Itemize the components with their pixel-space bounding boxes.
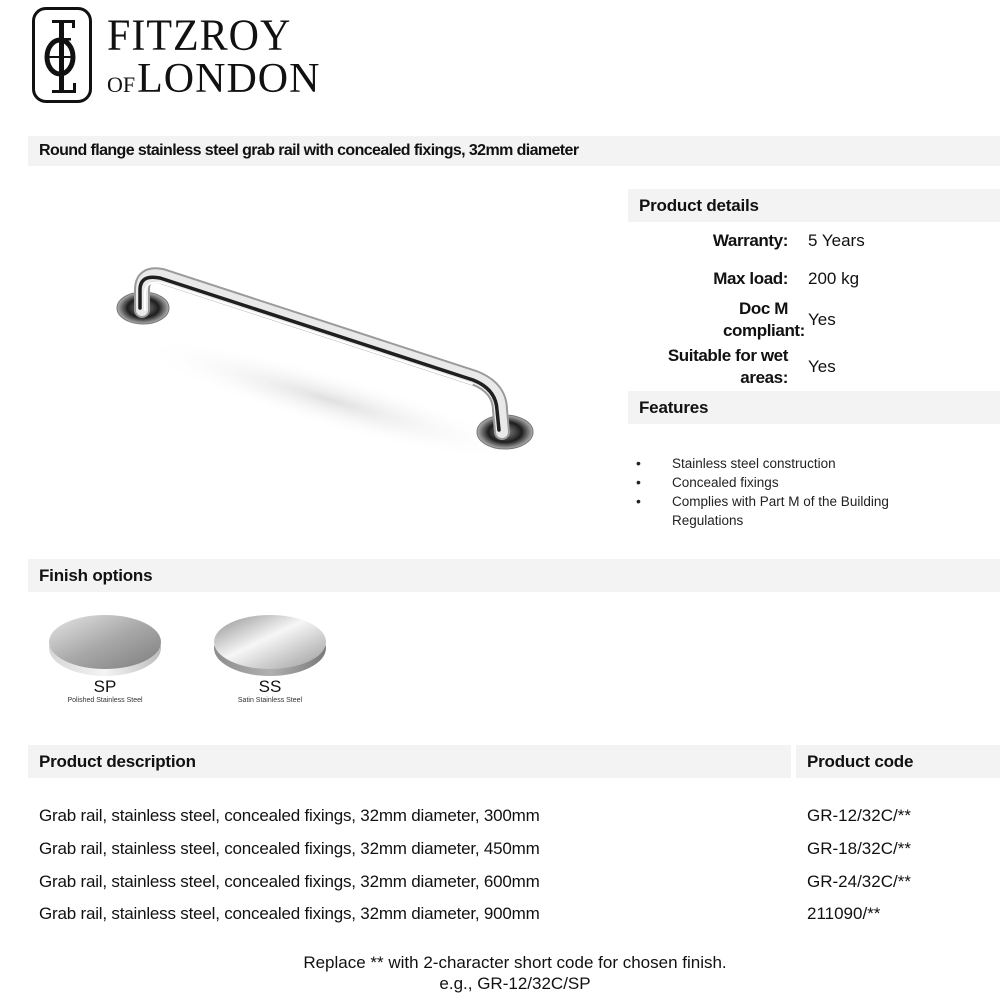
product-code: GR-12/32C/** xyxy=(807,806,911,826)
finish-options-heading: Finish options xyxy=(28,559,1000,592)
brand-logo xyxy=(32,5,321,105)
detail-value: 5 Years xyxy=(808,231,865,250)
detail-row-doc-m xyxy=(628,298,1000,342)
logo-emblem-icon xyxy=(32,7,92,103)
detail-value: Yes xyxy=(808,310,836,329)
brand-name-line2 xyxy=(107,57,320,107)
detail-label: Warranty: xyxy=(712,231,788,250)
feature-item: • Concealed fixings xyxy=(636,474,779,490)
feature-item: • Complies with Part M of the Building Regulations xyxy=(636,493,889,528)
satin-disc-icon xyxy=(210,610,330,680)
product-description: Grab rail, stainless steel, concealed fixings, 32mm diameter, 600mm xyxy=(39,871,540,891)
footnote-line1: Replace ** with 2-character short code for chosen finish. xyxy=(303,953,727,972)
detail-row-wet-areas xyxy=(628,345,1000,389)
features-heading: Features xyxy=(628,391,1000,424)
detail-row-max-load xyxy=(628,266,1000,292)
bullet-icon: • xyxy=(636,474,641,490)
detail-value: Yes xyxy=(808,357,836,376)
finish-code: SS xyxy=(258,677,282,696)
detail-label: Doc M compliant: xyxy=(723,299,805,340)
product-description: Grab rail, stainless steel, concealed fixings, 32mm diameter, 450mm xyxy=(39,839,540,859)
bullet-icon: • xyxy=(636,493,641,509)
product-code: GR-24/32C/** xyxy=(807,871,911,891)
finish-code: SP xyxy=(93,677,117,696)
brand-name xyxy=(107,11,321,107)
features-list xyxy=(636,454,966,530)
detail-value: 200 kg xyxy=(808,269,860,288)
detail-label: Max load: xyxy=(713,269,788,288)
product-code: 211090/** xyxy=(807,904,881,924)
product-description-header: Product description xyxy=(28,745,791,778)
brand-name-london: LONDON xyxy=(137,56,321,102)
detail-label: Suitable for wet areas: xyxy=(667,346,788,387)
finish-option-sp xyxy=(30,610,180,705)
product-description: Grab rail, stainless steel, concealed fixings, 32mm diameter, 300mm xyxy=(39,806,540,826)
rail-shadow xyxy=(130,318,530,470)
table-row xyxy=(28,800,1000,833)
polished-disc-icon xyxy=(45,610,165,680)
feature-item: • Stainless steel construction xyxy=(636,455,836,471)
table-row xyxy=(28,865,1000,898)
product-image xyxy=(90,250,560,470)
fol-monogram-icon xyxy=(35,10,89,100)
product-code-header: Product code xyxy=(796,745,1000,778)
finish-name: Satin Stainless Steel xyxy=(237,697,303,704)
finish-name: Polished Stainless Steel xyxy=(67,697,143,704)
product-description: Grab rail, stainless steel, concealed fixings, 32mm diameter, 900mm xyxy=(39,904,540,924)
product-code: GR-18/32C/** xyxy=(807,839,911,859)
footnote xyxy=(0,952,1000,994)
footnote-line2: e.g., GR-12/32C/SP xyxy=(439,974,591,993)
detail-row-warranty xyxy=(628,228,1000,254)
table-row xyxy=(28,833,1000,866)
brand-name-line1: FITZROY xyxy=(107,11,292,61)
product-title: Round flange stainless steel grab rail with concealed fixings, 32mm diameter xyxy=(28,136,1000,166)
table-row xyxy=(28,898,1000,931)
product-table xyxy=(28,800,1000,931)
finish-option-ss xyxy=(195,610,345,705)
product-details-heading: Product details xyxy=(628,189,1000,222)
bullet-icon: • xyxy=(636,455,641,471)
brand-name-of: OF xyxy=(107,72,136,97)
